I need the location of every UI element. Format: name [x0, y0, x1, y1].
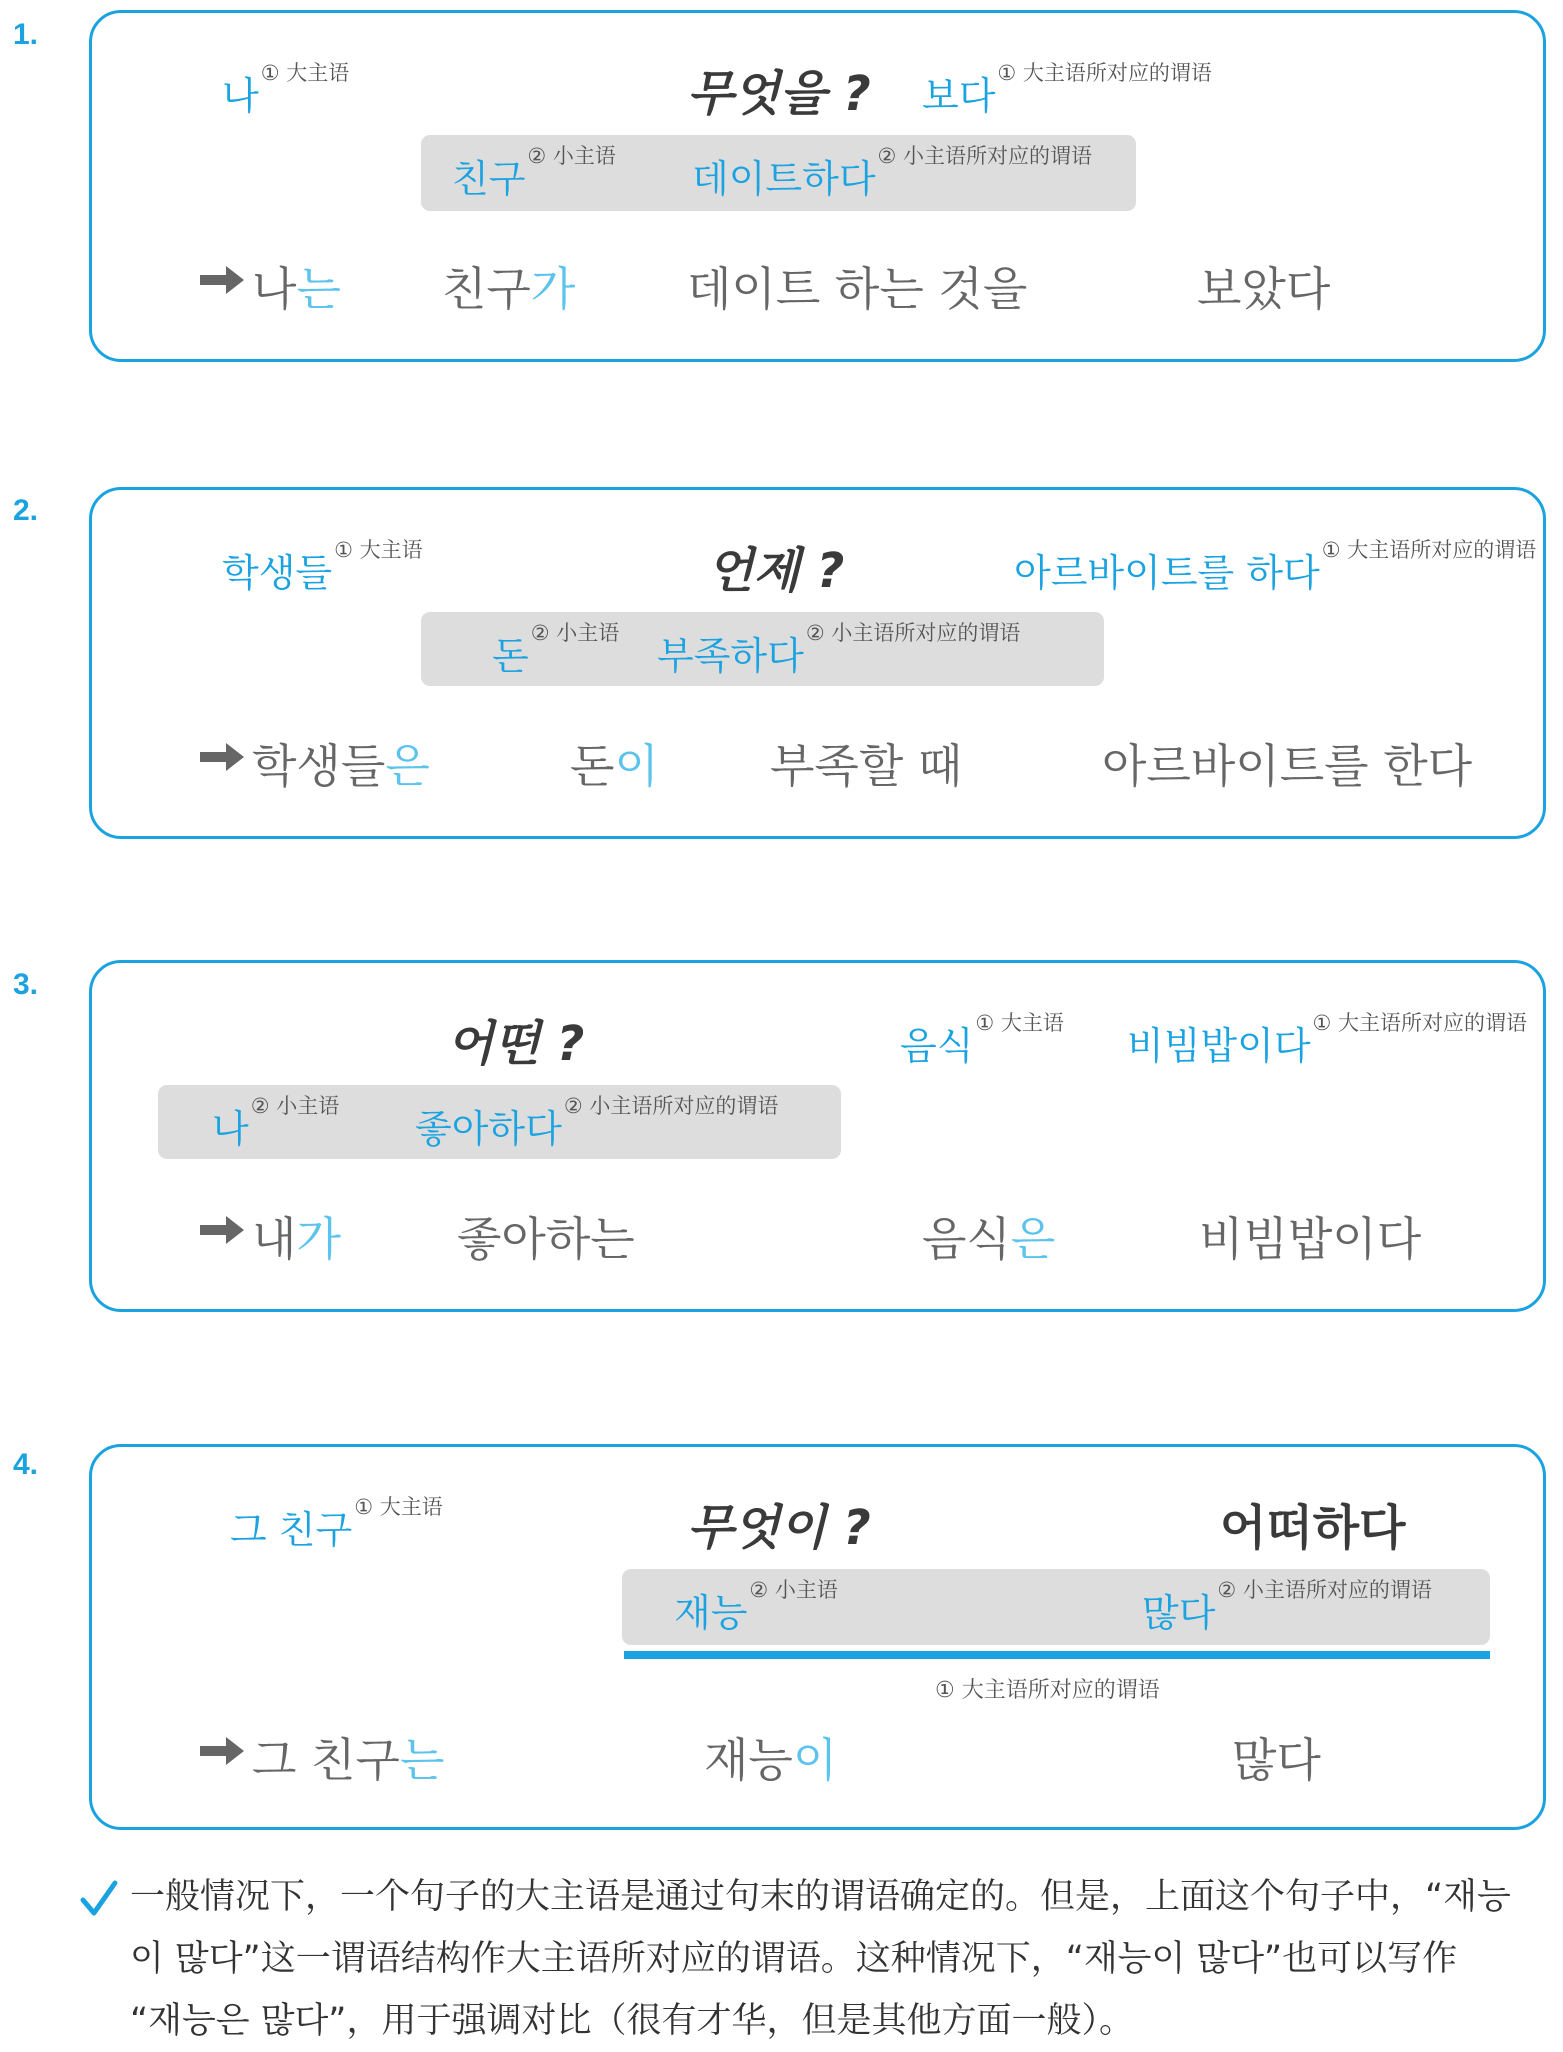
sentence-box-4 [89, 1444, 1546, 1830]
how-label: 어떠하다 [1220, 1500, 1406, 1556]
big-subject: 음식$^{① 大主语}$ [900, 1011, 1064, 1068]
small-predicate: 부족하다$^{② 小主语所对应的谓语}$ [657, 621, 1021, 678]
answer-part: 많다 [1232, 1733, 1321, 1787]
arrow-right-icon [200, 1737, 244, 1765]
answer-part: 부족할 때 [770, 739, 963, 793]
question-label: 어떤 ? [447, 1016, 585, 1072]
answer-part: 나는 [252, 262, 341, 316]
sentence-box-2 [89, 487, 1546, 839]
footer-line: 一般情况下，一个句子的大主语是通过句末的谓语确定的。但是，上面这个句子中，“재능 [130, 1877, 1511, 1917]
question-label: 무엇을 ? [687, 66, 871, 122]
checkmark-icon [80, 1880, 118, 1918]
section-number: 2. [13, 494, 39, 527]
small-subject: 재능$^{② 小主语}$ [674, 1578, 838, 1635]
big-predicate: 비빔밥이다$^{① 大主语所对应的谓语}$ [1127, 1011, 1528, 1068]
answer-part: 좋아하는 [457, 1212, 635, 1266]
section-number: 4. [13, 1448, 39, 1481]
underline-note: ① 大主语所对应的谓语 [935, 1678, 1160, 1703]
answer-part: 내가 [252, 1212, 341, 1266]
section-number: 3. [13, 968, 39, 1001]
section-number: 1. [13, 18, 39, 51]
answer-part: 친구가 [442, 262, 576, 316]
answer-part: 보았다 [1197, 262, 1331, 316]
small-predicate: 많다$^{② 小主语所对应的谓语}$ [1142, 1578, 1432, 1635]
answer-part: 재능이 [704, 1733, 838, 1787]
question-label: 언제 ? [707, 543, 845, 599]
question-label: 무엇이 ? [687, 1500, 871, 1556]
small-subject: 나$^{② 小主语}$ [212, 1094, 340, 1151]
small-subject: 돈$^{② 小主语}$ [492, 621, 620, 678]
small-predicate: 좋아하다$^{② 小主语所对应的谓语}$ [415, 1094, 779, 1151]
small-predicate: 데이트하다$^{② 小主语所对应的谓语}$ [692, 144, 1093, 201]
answer-part: 비빔밥이다 [1199, 1212, 1422, 1266]
answer-part: 데이트 하는 것을 [687, 262, 1028, 316]
footer-line: “재능은 많다”，用于强调对比（很有才华，但是其他方面一般）。 [130, 2001, 1134, 2041]
big-subject: 학생들$^{① 大主语}$ [222, 538, 423, 595]
predicate-underline [624, 1651, 1490, 1659]
big-predicate: 아르바이트를 하다$^{① 大主语所对应的谓语}$ [1014, 538, 1537, 595]
answer-part: 그 친구는 [252, 1733, 445, 1787]
footer-line: 이 많다”这一谓语结构作大主语所对应的谓语。这种情况下，“재능이 많다”也可以写作 [130, 1939, 1458, 1979]
big-subject: 그 친구$^{① 大主语}$ [230, 1495, 443, 1552]
arrow-right-icon [200, 266, 244, 294]
footer-note [130, 1866, 1550, 2052]
big-predicate: 보다$^{① 大主语所对应的谓语}$ [922, 61, 1212, 118]
answer-part: 아르바이트를 한다 [1102, 739, 1473, 793]
sentence-box-1 [89, 10, 1546, 362]
answer-part: 학생들은 [252, 739, 430, 793]
small-subject: 친구$^{② 小主语}$ [452, 144, 616, 201]
big-subject: 나$^{① 大主语}$ [222, 61, 350, 118]
arrow-right-icon [200, 743, 244, 771]
answer-part: 돈이 [570, 739, 659, 793]
arrow-right-icon [200, 1216, 244, 1244]
answer-part: 음식은 [922, 1212, 1056, 1266]
sentence-box-3 [89, 960, 1546, 1312]
